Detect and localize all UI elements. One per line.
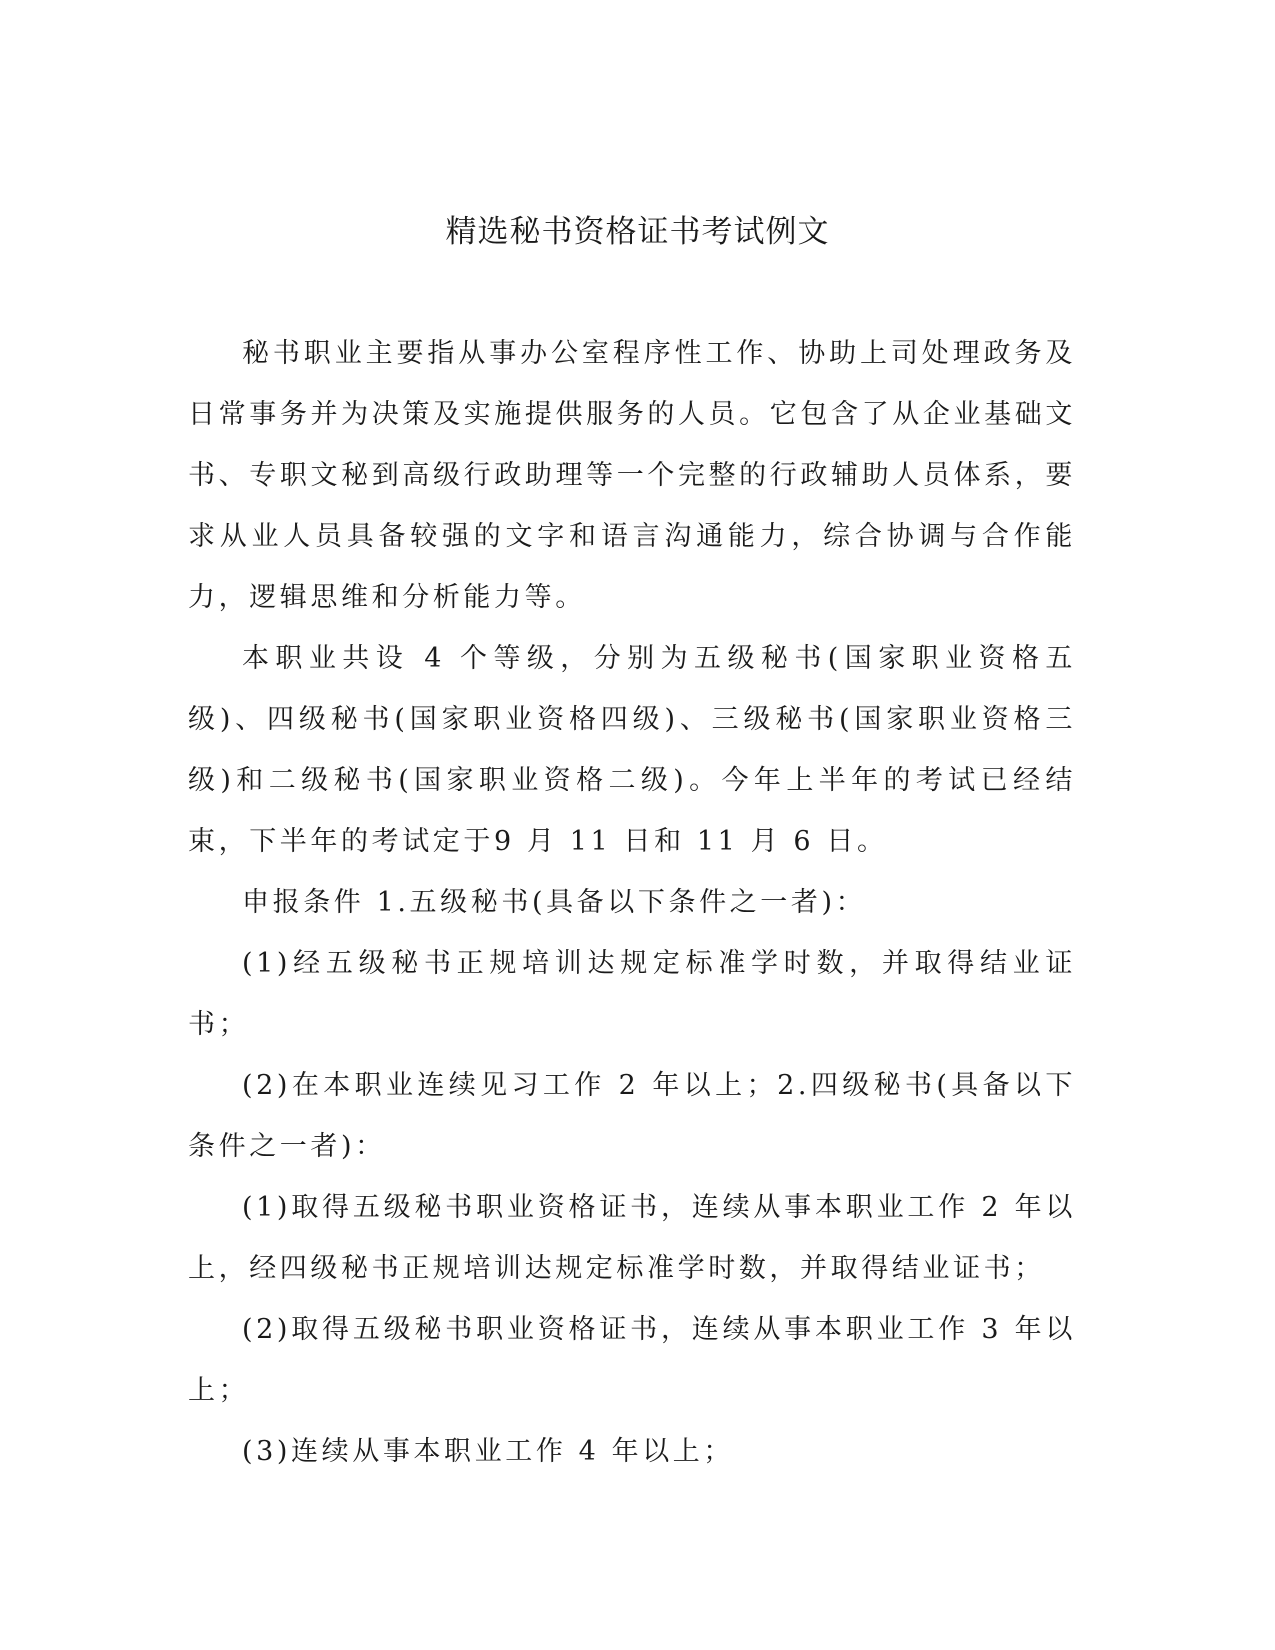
- paragraph-condition-2: (2)在本职业连续见习工作 2 年以上；2.四级秘书(具备以下条件之一者)：: [188, 1070, 1076, 1162]
- document-body: [188, 323, 1076, 1482]
- paragraph-requirements-heading: 申报条件 1.五级秘书(具备以下条件之一者)：: [242, 887, 867, 918]
- paragraph-condition-3: (1)取得五级秘书职业资格证书，连续从事本职业工作 2 年以上，经四级秘书正规培训达规定标准学时数，并取得结业证书；: [188, 1192, 1076, 1284]
- document-title: 精选秘书资格证书考试例文: [445, 214, 830, 250]
- paragraph-condition-4: (2)取得五级秘书职业资格证书，连续从事本职业工作 3 年以上；: [188, 1314, 1076, 1406]
- paragraph-intro: 秘书职业主要指从事办公室程序性工作、协助上司处理政务及日常事务并为决策及实施提供服务的人员。它包含了从企业基础文书、专职文秘到高级行政助理等一个完整的行政辅助人员体系，要求从业人员具备较强的文字和语言沟通能力，综合协调与合作能力，逻辑思维和分析能力等。: [188, 338, 1076, 613]
- paragraph-levels: 本职业共设 4 个等级，分别为五级秘书(国家职业资格五级)、四级秘书(国家职业资格四级)、三级秘书(国家职业资格三级)和二级秘书(国家职业资格二级)。今年上半年的考试已经结束，下半年的考试定于9 月 11 日和 11 月 6 日。: [188, 643, 1076, 857]
- paragraph-condition-5: (3)连续从事本职业工作 4 年以上；: [242, 1436, 734, 1467]
- paragraph-condition-1: (1)经五级秘书正规培训达规定标准学时数，并取得结业证书；: [188, 948, 1076, 1040]
